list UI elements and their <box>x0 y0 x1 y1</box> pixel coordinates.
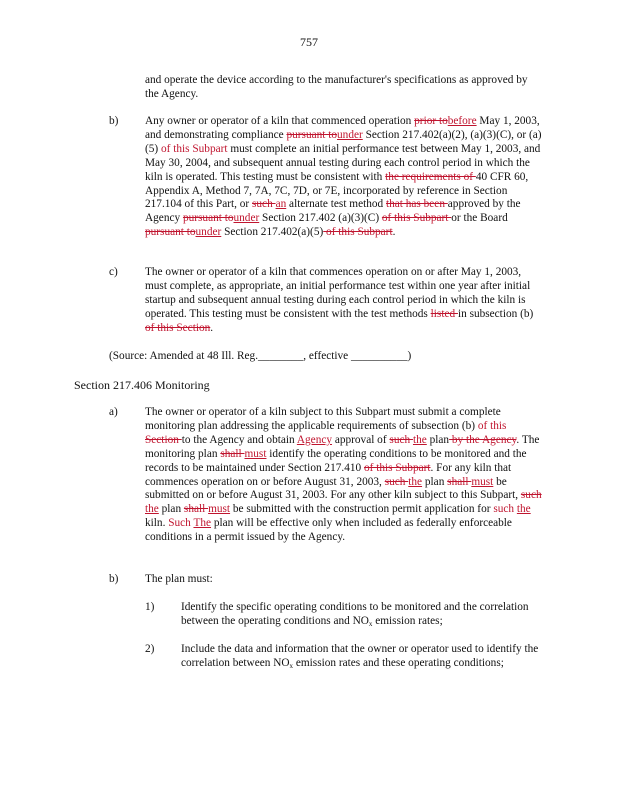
insertion: under <box>195 226 222 239</box>
deletion: of this Subpart <box>363 461 431 474</box>
insertion: must <box>208 503 231 516</box>
mon-a-text: plan <box>426 433 450 446</box>
mon-a-text: approval of <box>332 433 390 446</box>
mon-b-label: b) <box>109 573 119 585</box>
item-2-text: Include the data and information that the owner or operator used to identify the correlation between NO <box>181 643 539 669</box>
deletion: of this Subpart <box>381 212 452 225</box>
deletion: Section <box>145 433 182 446</box>
source-text: , effective <box>303 350 351 362</box>
deletion: of this Subpart <box>323 226 393 239</box>
insertion: an <box>275 198 287 211</box>
insertion: the <box>408 475 423 488</box>
deletion: prior to <box>414 115 448 127</box>
mon-a-text: . For any kiln that commences operation on or before August 31, 2003, <box>145 461 512 488</box>
deletion: such <box>384 475 409 488</box>
deletion: pursuant to <box>145 226 196 239</box>
para-b-text: 40 CFR 60, Appendix A, Method 7, 7A, 7C, 7D, or 7E, incorporated by reference in Section 217.104 of this Part, or <box>145 170 529 211</box>
deletion: such <box>520 489 542 502</box>
mon-a-label: a) <box>109 406 118 418</box>
deletion: listed <box>430 307 458 320</box>
para-b-text: Section 217.402(a)(5) <box>221 226 324 239</box>
item-2-body <box>181 643 541 671</box>
subscript: x <box>368 619 373 628</box>
para-b-label: b) <box>109 115 119 127</box>
mon-b-body: The plan must: <box>145 573 213 585</box>
deletion: pursuant to <box>182 212 234 225</box>
red-text: Such <box>168 517 194 530</box>
deletion: shall <box>220 447 245 460</box>
insertion: before <box>447 115 477 127</box>
deletion: such <box>389 433 413 446</box>
insertion: The <box>193 517 212 530</box>
item-1-body <box>181 601 541 629</box>
para-c-text: in subsection (b) <box>457 307 534 320</box>
mon-a-body <box>145 406 543 545</box>
para-b-text: approved by the Agency <box>145 198 521 225</box>
mon-a-text: identify the operating conditions to be monitored and the records to be maintained under Section 217.410 <box>145 447 527 474</box>
deletion: such <box>252 198 276 211</box>
para-c-body <box>145 266 543 336</box>
insertion: the <box>516 503 531 516</box>
deletion: the requirements of <box>385 170 476 183</box>
mon-a-text: . The monitoring plan <box>145 433 540 460</box>
insertion: under <box>337 128 363 141</box>
item-1-text: Identify the specific operating conditions to be monitored and the correlation between the operating conditions and NO <box>181 601 529 627</box>
para-b-text: May 1, 2003, and demonstrating compliance <box>145 115 540 141</box>
para-b-text: . <box>392 226 396 239</box>
para-b-text: must complete an initial performance test between May 1, 2003, and May 30, 2004, and subsequent annual testing during each control period in which the kiln is operated. This testing must be consistent with <box>145 142 541 183</box>
page-number: 757 <box>300 35 318 49</box>
para-b-text: alternate test method <box>286 198 386 211</box>
intro-text: and operate the device according to the manufacturer's specifications as approved by the Agency. <box>145 74 528 100</box>
insertion: Agency <box>296 433 333 446</box>
section-heading: Section 217.406 Monitoring <box>74 378 210 392</box>
deletion: by the Agency <box>449 433 517 446</box>
item-2-text: emission rates and these operating conditions; <box>293 656 504 669</box>
red-text: such <box>493 503 517 516</box>
mon-a-text: plan <box>422 475 448 488</box>
para-b-text: Section 217.402(a)(2), (a)(3)(C), or (a)(5) <box>145 128 542 155</box>
para-b-text: or the Board <box>451 212 508 225</box>
mon-a-text: plan will be effective only when included as federally enforceable conditions in a permit issued by the Agency. <box>145 517 512 544</box>
deletion: shall <box>183 503 209 516</box>
mon-a-text: be submitted on or before August 31, 2003. For any other kiln subject to this Subpart, <box>145 475 521 502</box>
deletion: shall <box>447 475 472 488</box>
subscript: x <box>289 661 294 670</box>
item-1-text: emission rates; <box>372 614 443 627</box>
mon-a-text: plan <box>158 503 184 516</box>
para-b-body <box>145 115 543 240</box>
source-text: ) <box>407 350 412 362</box>
red-text: of this Subpart <box>161 142 228 155</box>
source-blank: ________ <box>258 350 304 362</box>
insertion: the <box>412 433 427 446</box>
para-b-text: Any owner or operator of a kiln that commenced operation <box>145 115 415 127</box>
para-c-label: c) <box>109 266 118 278</box>
para-c-text: . <box>210 321 214 334</box>
source-note <box>109 350 529 364</box>
item-2-label: 2) <box>145 643 155 655</box>
para-b-text: Section 217.402 (a)(3)(C) <box>259 212 382 225</box>
mon-a-text: be submitted with the construction permit application for <box>230 503 494 516</box>
source-text: (Source: Amended at 48 Ill. Reg. <box>109 350 259 362</box>
deletion: of this Section <box>145 321 211 334</box>
insertion: the <box>145 503 159 516</box>
deletion: pursuant to <box>286 128 338 141</box>
deletion: that has been <box>386 198 448 211</box>
insertion: under <box>233 212 260 225</box>
red-text: of this <box>477 419 507 432</box>
intro-continuation <box>145 74 543 102</box>
source-blank: __________ <box>351 350 408 362</box>
mon-a-text: to the Agency and obtain <box>181 433 297 446</box>
insertion: must <box>244 447 267 460</box>
mon-a-text: kiln. <box>145 517 169 530</box>
mon-a-text: The owner or operator of a kiln subject to this Subpart must submit a complete monitoring plan addressing the applicable requirements of subsection (b) <box>145 406 501 432</box>
item-1-label: 1) <box>145 601 155 613</box>
para-c-text: The owner or operator of a kiln that commences operation on or after May 1, 2003, must complete, as appropriate, an initial performance test within one year after initial startup and subsequent annual testing during each control period in which the kiln is operated. This testing must be consistent with the test methods <box>145 266 531 320</box>
insertion: must <box>471 475 494 488</box>
